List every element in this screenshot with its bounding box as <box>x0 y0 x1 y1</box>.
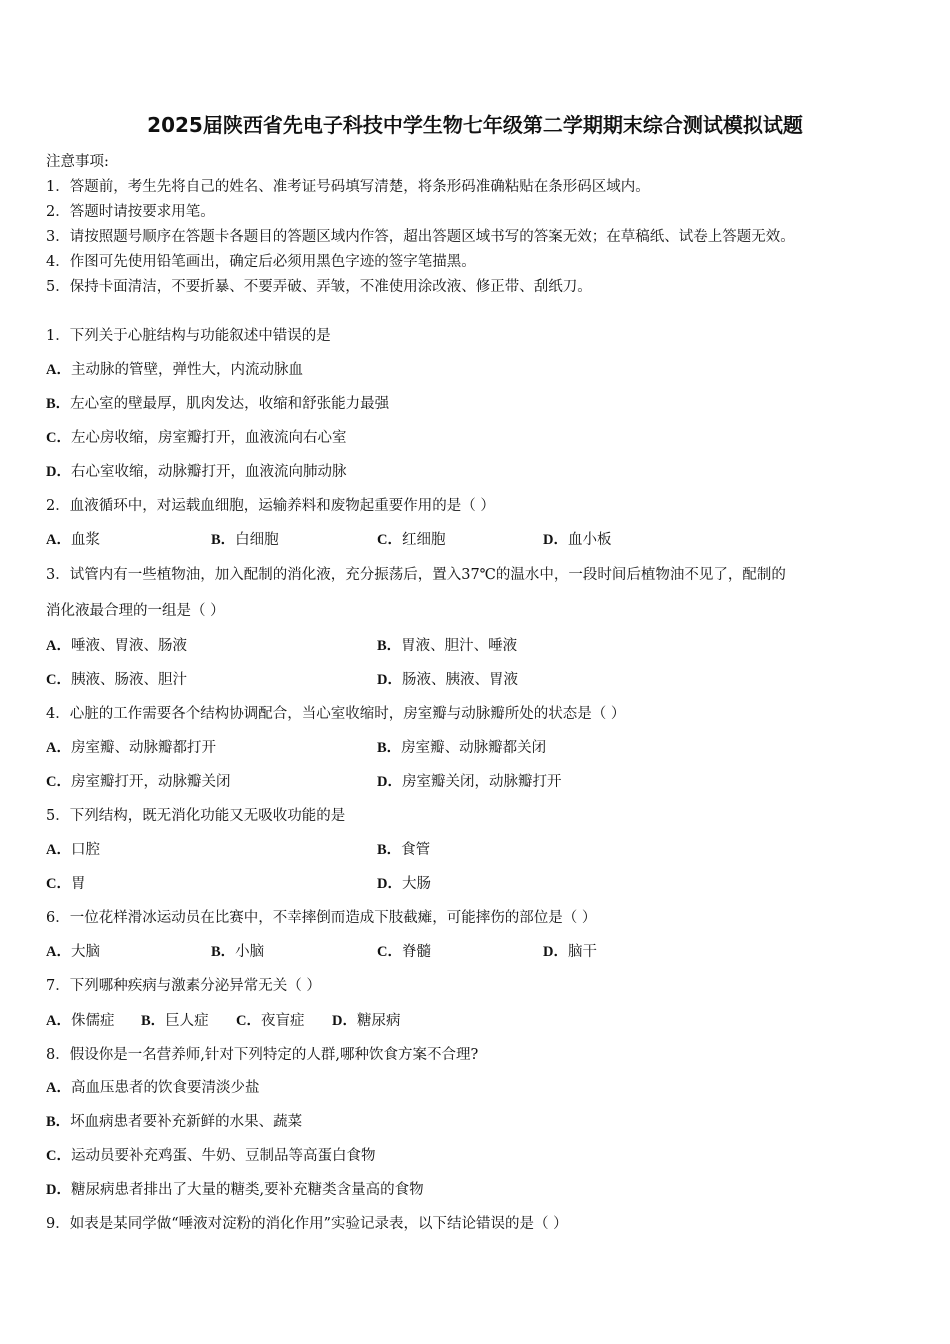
option-letter: A． <box>46 1080 71 1096</box>
option-a <box>46 1011 114 1031</box>
option-letter: A． <box>46 638 71 654</box>
option-text: 房室瓣打开，动脉瓣关闭 <box>70 774 231 790</box>
option-text: 糖尿病 <box>356 1013 401 1029</box>
option-b <box>141 1011 209 1031</box>
option-c <box>377 942 431 962</box>
option-text: 食管 <box>401 842 431 858</box>
option-text: 胃液、胆汁、唾液 <box>401 638 518 654</box>
option-text: 胰液、肠液、胆汁 <box>70 672 187 688</box>
option-letter: A． <box>46 842 71 858</box>
notice-item: 5．保持卡面清洁，不要折暴、不要弄破、弄皱，不准使用涂改液、修正带、刮纸刀。 <box>46 279 592 295</box>
option-text: 左心房收缩，房室瓣打开，血液流向右心室 <box>70 430 347 446</box>
option-letter: B． <box>211 532 236 548</box>
option-text: 白细胞 <box>235 532 279 548</box>
option-b <box>377 738 546 758</box>
option-letter: C． <box>46 672 71 688</box>
option-text: 高血压患者的饮食要清淡少盐 <box>70 1080 260 1096</box>
option-letter: C． <box>377 944 402 960</box>
option-letter: D． <box>46 1182 71 1198</box>
option-letter: C． <box>236 1013 261 1029</box>
option-letter: B． <box>141 1013 166 1029</box>
option-b <box>211 530 279 550</box>
option-text: 房室瓣关闭，动脉瓣打开 <box>401 774 562 790</box>
notice-item: 2．答题时请按要求用笔。 <box>46 204 215 220</box>
option-text: 口腔 <box>70 842 100 858</box>
option-letter: D． <box>377 672 402 688</box>
option-text: 脊髓 <box>401 944 431 960</box>
option-b <box>377 840 430 860</box>
option-text: 右心室收缩，动脉瓣打开，血液流向肺动脉 <box>70 464 347 480</box>
option-d <box>377 772 561 792</box>
option-c <box>46 772 230 792</box>
option-d <box>332 1011 400 1031</box>
option-a <box>46 738 216 758</box>
option-b <box>377 636 517 656</box>
option-text: 运动员要补充鸡蛋、牛奶、豆制品等高蛋白食物 <box>70 1148 376 1164</box>
option-text: 脑干 <box>567 944 597 960</box>
option-a <box>46 360 303 380</box>
question-stem-cont: 消化液最合理的一组是（ ） <box>46 603 225 619</box>
option-text: 主动脉的管壁，弹性大，内流动脉血 <box>70 362 303 378</box>
option-a <box>46 942 100 962</box>
option-a <box>46 840 100 860</box>
option-letter: C． <box>46 1148 71 1164</box>
question-stem: 4．心脏的工作需要各个结构协调配合，当心室收缩时，房室瓣与动脉瓣所处的状态是（ ） <box>46 706 626 722</box>
option-letter: B． <box>377 740 402 756</box>
option-d <box>46 1180 424 1200</box>
option-c <box>46 428 346 448</box>
option-letter: D． <box>377 876 402 892</box>
option-d <box>543 942 597 962</box>
option-c <box>46 670 187 690</box>
option-c <box>46 1146 375 1166</box>
option-a <box>46 636 187 656</box>
option-d <box>377 670 518 690</box>
option-text: 唾液、胃液、肠液 <box>70 638 187 654</box>
question-stem: 2．血液循环中，对运载血细胞，运输养料和废物起重要作用的是（ ） <box>46 498 495 514</box>
option-d <box>46 462 346 482</box>
question-stem: 7．下列哪种疾病与激素分泌异常无关（ ） <box>46 978 321 994</box>
option-text: 糖尿病患者排出了大量的糖类,要补充糖类含量高的食物 <box>70 1182 424 1198</box>
notice-heading: 注意事项: <box>46 154 109 170</box>
option-letter: A． <box>46 944 71 960</box>
option-text: 房室瓣、动脉瓣都关闭 <box>401 740 547 756</box>
page-title: 2025届陕西省先电子科技中学生物七年级第二学期期末综合测试模拟试题 <box>147 113 803 137</box>
question-stem: 3．试管内有一些植物油，加入配制的消化液，充分振荡后，置入37℃的温水中，一段时间后植物油不见了，配制的 <box>46 567 786 583</box>
option-a <box>46 530 100 550</box>
notice-item: 1．答题前，考生先将自己的姓名、准考证号码填写清楚，将条形码准确粘贴在条形码区域内。 <box>46 179 650 195</box>
question-stem: 1．下列关于心脏结构与功能叙述中错误的是 <box>46 328 331 344</box>
option-c <box>236 1011 304 1031</box>
question-stem: 8．假设你是一名营养师,针对下列特定的人群,哪种饮食方案不合理? <box>46 1047 479 1063</box>
option-text: 胃 <box>70 876 86 892</box>
notice-item: 3．请按照题号顺序在答题卡各题目的答题区域内作答，超出答题区域书写的答案无效；在草稿纸、试卷上答题无效。 <box>46 229 795 245</box>
option-letter: D． <box>46 464 71 480</box>
option-letter: D． <box>377 774 402 790</box>
option-b <box>46 394 389 414</box>
option-text: 巨人症 <box>165 1013 209 1029</box>
option-letter: D． <box>332 1013 357 1029</box>
option-a <box>46 1078 259 1098</box>
option-letter: C． <box>46 876 71 892</box>
option-c <box>377 530 445 550</box>
option-text: 小脑 <box>235 944 265 960</box>
option-b <box>46 1112 302 1132</box>
option-letter: D． <box>543 944 568 960</box>
option-b <box>211 942 264 962</box>
option-text: 房室瓣、动脉瓣都打开 <box>70 740 216 756</box>
option-text: 红细胞 <box>401 532 446 548</box>
option-text: 大脑 <box>70 944 100 960</box>
option-text: 大肠 <box>401 876 431 892</box>
option-letter: B． <box>377 842 402 858</box>
option-letter: A． <box>46 1013 71 1029</box>
question-stem: 5．下列结构，既无消化功能又无吸收功能的是 <box>46 808 346 824</box>
option-d <box>543 530 611 550</box>
option-text: 血小板 <box>567 532 612 548</box>
option-letter: C． <box>46 774 71 790</box>
option-text: 血浆 <box>70 532 100 548</box>
question-stem: 9．如表是某同学做“唾液对淀粉的消化作用”实验记录表，以下结论错误的是（ ） <box>46 1216 568 1232</box>
option-letter: A． <box>46 362 71 378</box>
option-letter: B． <box>46 396 71 412</box>
option-letter: B． <box>211 944 236 960</box>
question-stem: 6．一位花样滑冰运动员在比赛中，不幸摔倒而造成下肢截瘫，可能摔伤的部位是（ ） <box>46 910 597 926</box>
option-text: 坏血病患者要补充新鲜的水果、蔬菜 <box>70 1114 303 1130</box>
option-letter: B． <box>377 638 402 654</box>
option-text: 左心室的壁最厚，肌肉发达，收缩和舒张能力最强 <box>70 396 390 412</box>
option-text: 夜盲症 <box>260 1013 305 1029</box>
option-letter: C． <box>46 430 71 446</box>
option-text: 肠液、胰液、胃液 <box>401 672 518 688</box>
option-d <box>377 874 431 894</box>
option-letter: C． <box>377 532 402 548</box>
option-letter: D． <box>543 532 568 548</box>
option-text: 侏儒症 <box>70 1013 115 1029</box>
option-letter: A． <box>46 532 71 548</box>
option-c <box>46 874 85 894</box>
notice-item: 4．作图可先使用铅笔画出，确定后必须用黑色字迹的签字笔描黑。 <box>46 254 476 270</box>
option-letter: A． <box>46 740 71 756</box>
option-letter: B． <box>46 1114 71 1130</box>
